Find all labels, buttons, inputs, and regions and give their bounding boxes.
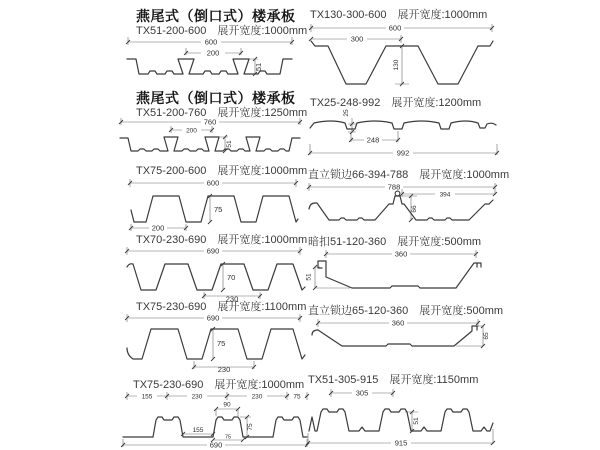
dim-label-overall: 788: [387, 182, 401, 192]
dimension-lines: [311, 24, 492, 84]
profile-outline: [309, 196, 493, 220]
profile-model: TX75-230-690: [133, 379, 204, 391]
dim-label-seg2: 230: [191, 393, 203, 401]
dimension-ticks: [125, 313, 302, 369]
dim-label-half: 394: [439, 191, 451, 199]
profile-drawing-r4: [306, 246, 491, 296]
dim-label-height: 65: [483, 332, 490, 340]
dim-label-height: 51: [226, 140, 233, 148]
profile-model: TX70-230-690: [136, 234, 207, 246]
spread-width-label: 展开宽度:500mm: [419, 305, 504, 317]
dim-label-height: 51: [413, 417, 420, 425]
spread-width-label: 展开宽度:1150mm: [389, 374, 479, 386]
dim-label-overall: 600: [204, 37, 218, 47]
profile-outline: [127, 59, 292, 74]
dim-label-height: 130: [393, 59, 400, 71]
profile-outline: [310, 121, 496, 129]
seam-knob: [395, 191, 400, 196]
profile-drawing-l3: [124, 176, 302, 234]
dim-label-pitch: 305: [355, 388, 369, 398]
dim-label-overall: 600: [206, 178, 220, 188]
profile-outline: [120, 137, 300, 151]
dim-label-pitch: 200: [206, 48, 220, 58]
dim-label-overall: 360: [391, 318, 405, 328]
profile-outline: [312, 326, 477, 346]
profile-model: TX25-248-992: [310, 97, 381, 109]
dim-label-overall: 360: [394, 249, 408, 259]
profile-drawing-r5: [306, 316, 491, 358]
dim-label-overall: 760: [203, 117, 217, 127]
section-header-dovetail-1: 燕尾式（倒口式）楼承板: [136, 8, 296, 24]
spread-width-label: 展开宽度:1000mm: [214, 379, 305, 391]
spread-width-label: 展开宽度:1000mm: [217, 165, 308, 177]
dimension-lines: [309, 183, 495, 220]
profile-outline: [309, 409, 493, 431]
dimension-ticks: [306, 388, 495, 445]
dim-label-overall: 690: [206, 246, 220, 256]
profile-model: 直立锁边66-394-788: [308, 169, 409, 181]
dim-label-crest-top: 90: [223, 401, 231, 409]
profile-outline: [127, 264, 305, 290]
spread-width-label: 展开宽度:500mm: [397, 236, 482, 248]
profile-outline: [127, 329, 305, 359]
dim-label-height: 25: [343, 109, 350, 117]
profile-model: 暗扣51-120-360: [308, 236, 387, 248]
dim-label-height: 70: [227, 273, 236, 282]
dim-label-height: 75: [217, 339, 226, 348]
profile-model: TX51-200-600: [136, 25, 207, 37]
dim-label-overall: 992: [396, 148, 410, 158]
profile-model: TX51-305-915: [308, 374, 379, 386]
dimension-lines: [308, 389, 493, 444]
profile-drawing-r2: [306, 106, 501, 160]
profile-model: 直立锁边65-120-360: [308, 305, 409, 317]
dimension-ticks: [125, 246, 302, 298]
spread-width-label: 展开宽度:1000mm: [217, 234, 308, 246]
profile-drawing-l6: [119, 389, 315, 449]
dim-label-seg3: 230: [251, 393, 263, 401]
profile-model: TX75-230-690: [136, 301, 207, 313]
profile-drawing-r6: [304, 385, 499, 449]
dim-label-rib-bottom: 75: [224, 434, 232, 441]
dim-label-pitch: 248: [366, 135, 380, 145]
dim-label-seg1: 155: [141, 393, 153, 401]
dimension-ticks: [121, 394, 309, 447]
profile-model: TX130-300-600: [310, 9, 387, 21]
profile-drawing-l2: [116, 116, 304, 156]
dim-label-pitch: 230: [225, 294, 239, 302]
dim-label-overall: 915: [394, 438, 408, 448]
spread-width-label: 展开宽度:1000mm: [397, 9, 488, 21]
dim-label-height: 75: [247, 423, 254, 431]
dim-label-height: 51: [254, 62, 263, 72]
profile-drawing-r1: [306, 20, 498, 92]
profile-drawing-l1: [122, 34, 298, 84]
dim-label-valley: 155: [192, 427, 204, 434]
spread-width-label: 展开宽度:1000mm: [419, 169, 510, 181]
dim-label-pitch: 300: [350, 34, 364, 44]
spread-width-label: 展开宽度:1200mm: [391, 97, 482, 109]
dimension-ticks: [309, 23, 494, 86]
section-header-dovetail-2: 燕尾式（倒口式）楼承板: [136, 90, 296, 106]
profile-outline: [123, 417, 307, 437]
dim-label-pitch: 230: [217, 365, 231, 373]
dim-label-overall: 690: [209, 440, 223, 449]
dim-label-seg4: 75: [293, 393, 301, 401]
dim-label-height: 66: [411, 205, 418, 213]
profile-drawing-l4: [122, 244, 306, 302]
dim-label-overall: 690: [206, 313, 220, 323]
profile-outline: [318, 261, 481, 288]
spread-width-label: 展开宽度:1100mm: [217, 301, 307, 313]
dim-label-height: 51: [306, 273, 313, 281]
spread-width-label: 展开宽度:1000mm: [217, 25, 308, 37]
profile-model: TX75-200-600: [136, 165, 207, 177]
profile-drawing-l5: [122, 311, 306, 373]
dim-label-overall: 600: [388, 23, 402, 33]
profile-drawing-r3: [305, 180, 500, 230]
dim-label-pitch: 200: [186, 127, 197, 135]
profile-model: TX51-200-760: [136, 107, 207, 119]
dim-label-pitch: 200: [151, 223, 165, 233]
spread-width-label: 展开宽度:1250mm: [217, 107, 308, 119]
dim-label-height: 75: [214, 205, 223, 214]
